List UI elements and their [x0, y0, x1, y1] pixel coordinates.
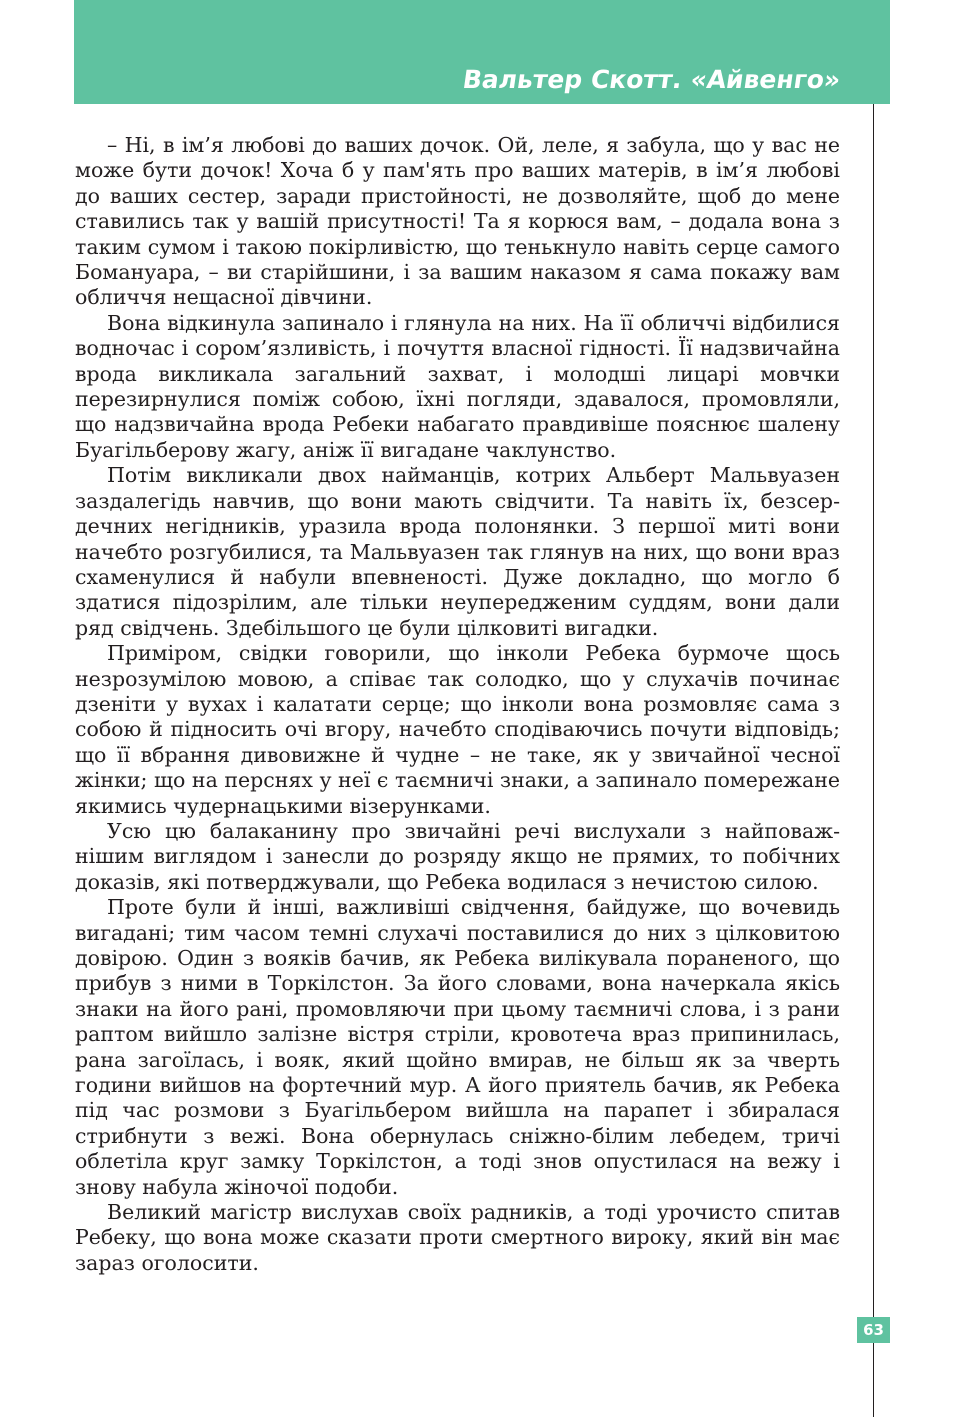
- paragraph: Потім викликали двох найманців, котрих Альберт Мальвуазен заздалегідь навчив, що вони мають свідчити. Та навіть їх, безсердечних негідників, уразила врода полонянки. З першої миті вони начебто розгубилися, та Мальвуазен так глянув на них, що вони враз схаменулися й набули впевненості. Дуже докладно, що могло б здатися підозрілим, але тільки неупередженим суддям, вони дали ряд свідчень. Здебільшого це були цілковиті вигадки.: [75, 463, 840, 640]
- paragraph: Проте були й інші, важливіші свідчення, байдуже, що вочевидь вигадані; тим часом темні слухачі поставилися до них з цілковитою довірою. Один з вояків бачив, як Ребека вилікувала пораненого, що прибув з ними в Торкілстон. За його словами, вона начеркала якісь знаки на його рані, промовляючи при цьому таємничі слова, і з рани раптом вийшло залізне вістря стріли, кровотеча враз припинилась, рана загоїлась, і вояк, який щойно вмирав, не більш як за чверть години вийшов на фортечний мур. А його приятель бачив, як Ребека під час розмови з Буагільбером вийшла на парапет і збиралася стрибнути з вежі. Вона обернулась сніжно-білим лебедем, тричі облетіла круг замку Торкілстон, а тоді знов опустилася на вежу і знову набула жіночої подоби.: [75, 895, 840, 1199]
- paragraph: Усю цю балаканину про звичайні речі вислухали з найповажнішим виглядом і занесли до розряду якщо не прямих, то побічних доказів, які потверджували, що Ребека водилася з нечистою силою.: [75, 818, 840, 894]
- paragraph: Вона відкинула запинало і глянула на них. На її обличчі відбилися водночас і сором’язливість, і почуття власної гідності. Її надзвичайна врода викликала загальний захват, і молодші лицарі мовчки перезирнулися поміж собою, їхні погляди, здавалося, промовляли, що надзвичайна врода Ребеки набагато правдивіше пояснює шалену Буагільберову жагу, аніж її вигадане чаклунство.: [75, 310, 840, 462]
- header-band: [74, 0, 890, 104]
- running-header-title: Вальтер Скотт. «Айвенго»: [460, 65, 843, 94]
- paragraph: Приміром, свідки говорили, що інколи Ребека бурмоче щось незрозумілою мовою, а співає так солодко, що у слухачів починає дзеніти у вухах і калатати серце; що інколи вона розмовляє сама з собою й підносить очі вгору, начебто сподіваючись почути відповідь; що її вбрання дивовижне й чудне – не таке, як у звичайної чесної жінки; що на перснях у неї є таємничі знаки, а запинало помережане якимись чудернацькими візерунками.: [75, 641, 840, 818]
- paragraph: – Ні, в ім’я любові до ваших дочок. Ой, леле, я забула, що у вас не може бути дочок! Хоча б у пам'ять про ваших матерів, в ім’я любові до ваших сестер, заради пристойності, не дозволяйте, щоб до мене ставились так у вашій присутності! Та я корюся вам, – додала вона з таким сумом і такою покірливістю, що тенькнуло навіть серце самого Бомануара, – ви старійшини, і за вашим наказом я сама покажу вам обличчя нещасної дівчини.: [75, 133, 840, 310]
- page-number: 63: [857, 1317, 890, 1343]
- text-body: [75, 133, 840, 1276]
- paragraph: Великий магістр вислухав своїх радників, а тоді урочисто спитав Ребеку, що вона може сказати проти смертного вироку, який він має зараз оголосити.: [75, 1200, 840, 1275]
- margin-rule: [873, 104, 874, 1417]
